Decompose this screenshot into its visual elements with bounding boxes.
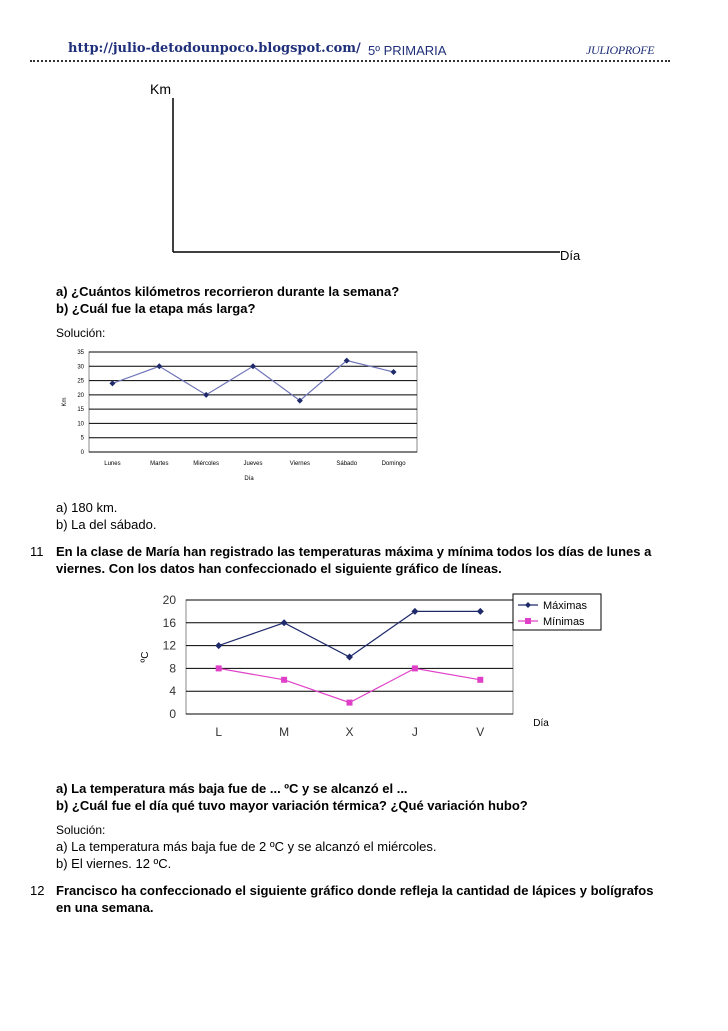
temperature-line-chart (130, 588, 610, 748)
km-y-tick-label: 30 (77, 364, 84, 371)
km-y-tick-label: 20 (77, 392, 84, 399)
km-y-tick-label: 0 (80, 450, 84, 456)
km-x-tick-label: Jueves (243, 461, 263, 467)
km-x-tick-label: Sábado (336, 461, 358, 467)
header-grade: 5º PRIMARIA (368, 43, 447, 58)
km-x-tick-label: Domingo (381, 461, 406, 467)
ex11-statement-line1: En la clase de María han registrado las temperaturas máxima y mínima todos los días de lunes a (56, 544, 652, 559)
blank-y-label: Km (150, 81, 171, 97)
ex10-question-a: a) ¿Cuántos kilómetros recorrieron durante la semana? (56, 284, 400, 299)
ex11-solution-label: Solución: (56, 823, 106, 837)
temp-min-point (216, 665, 222, 671)
temp-x-axis-label: Día (533, 718, 549, 729)
ex11-number: 11 (30, 544, 44, 559)
temp-y-tick-label: 0 (169, 707, 176, 721)
km-x-axis-label: Día (244, 476, 254, 482)
km-x-tick-label: Miércoles (193, 461, 219, 467)
ex12-number: 12 (30, 883, 45, 898)
temp-y-tick-label: 16 (162, 615, 176, 630)
km-y-tick-label: 15 (77, 407, 84, 414)
ex10-question-b: b) ¿Cuál fue la etapa más larga? (56, 301, 256, 316)
km-y-axis-label: Km (62, 397, 68, 407)
temp-y-tick-label: 8 (169, 661, 176, 676)
temp-min-point (281, 677, 287, 683)
ex11-answer-a: a) La temperatura más baja fue de 2 ºC y se alcanzó el miércoles. (56, 839, 437, 854)
temp-y-axis-label: ºC (140, 651, 151, 663)
temp-legend-label: Máximas (543, 600, 588, 612)
ex10-answer-a: a) 180 km. (56, 500, 118, 515)
km-x-tick-label: Lunes (104, 461, 121, 467)
temp-x-tick-label: J (411, 725, 418, 739)
km-y-tick-label: 5 (80, 435, 84, 442)
temp-x-tick-label: V (476, 725, 485, 739)
ex11-statement-line2: viernes. Con los datos han confeccionado el siguiente gráfico de líneas. (56, 561, 502, 576)
header-url[interactable]: http://julio-detodounpoco.blogspot.com/ (68, 41, 361, 56)
header-author: JULIOPROFE (586, 43, 655, 57)
temp-min-point (412, 665, 418, 671)
temp-y-tick-label: 12 (162, 638, 176, 653)
ex12-statement-line1: Francisco ha confeccionado el siguiente gráfico donde refleja la cantidad de lápices y bolígrafos (56, 883, 654, 898)
ex12-statement-line2: en una semana. (56, 900, 154, 915)
km-y-tick-label: 25 (77, 378, 84, 385)
temp-x-tick-label: M (279, 725, 290, 739)
km-x-tick-label: Martes (150, 461, 169, 467)
header-divider (30, 60, 670, 62)
ex10-solution-label: Solución: (56, 326, 106, 340)
temp-legend-label: Mínimas (543, 616, 585, 628)
temp-min-point (347, 700, 353, 706)
temp-x-tick-label: L (215, 725, 223, 739)
km-x-tick-label: Viernes (289, 461, 310, 467)
temp-y-tick-label: 20 (162, 593, 176, 607)
km-line-chart (52, 340, 432, 490)
ex11-question-b: b) ¿Cuál fue el día qué tuvo mayor variación térmica? ¿Qué variación hubo? (56, 798, 528, 813)
temp-min-point (477, 677, 483, 683)
temp-y-tick-label: 4 (169, 684, 176, 699)
ex10-answer-b: b) La del sábado. (56, 517, 157, 532)
blank-x-label: Día (560, 248, 581, 263)
blank-km-chart (140, 78, 600, 268)
ex11-answer-b: b) El viernes. 12 ºC. (56, 856, 172, 871)
temp-legend-marker (525, 618, 531, 624)
km-y-tick-label: 35 (77, 350, 84, 356)
ex11-question-a: a) La temperatura más baja fue de ... ºC y se alcanzó el ... (56, 781, 408, 796)
temp-x-tick-label: X (345, 725, 354, 739)
km-y-tick-label: 10 (77, 421, 84, 428)
